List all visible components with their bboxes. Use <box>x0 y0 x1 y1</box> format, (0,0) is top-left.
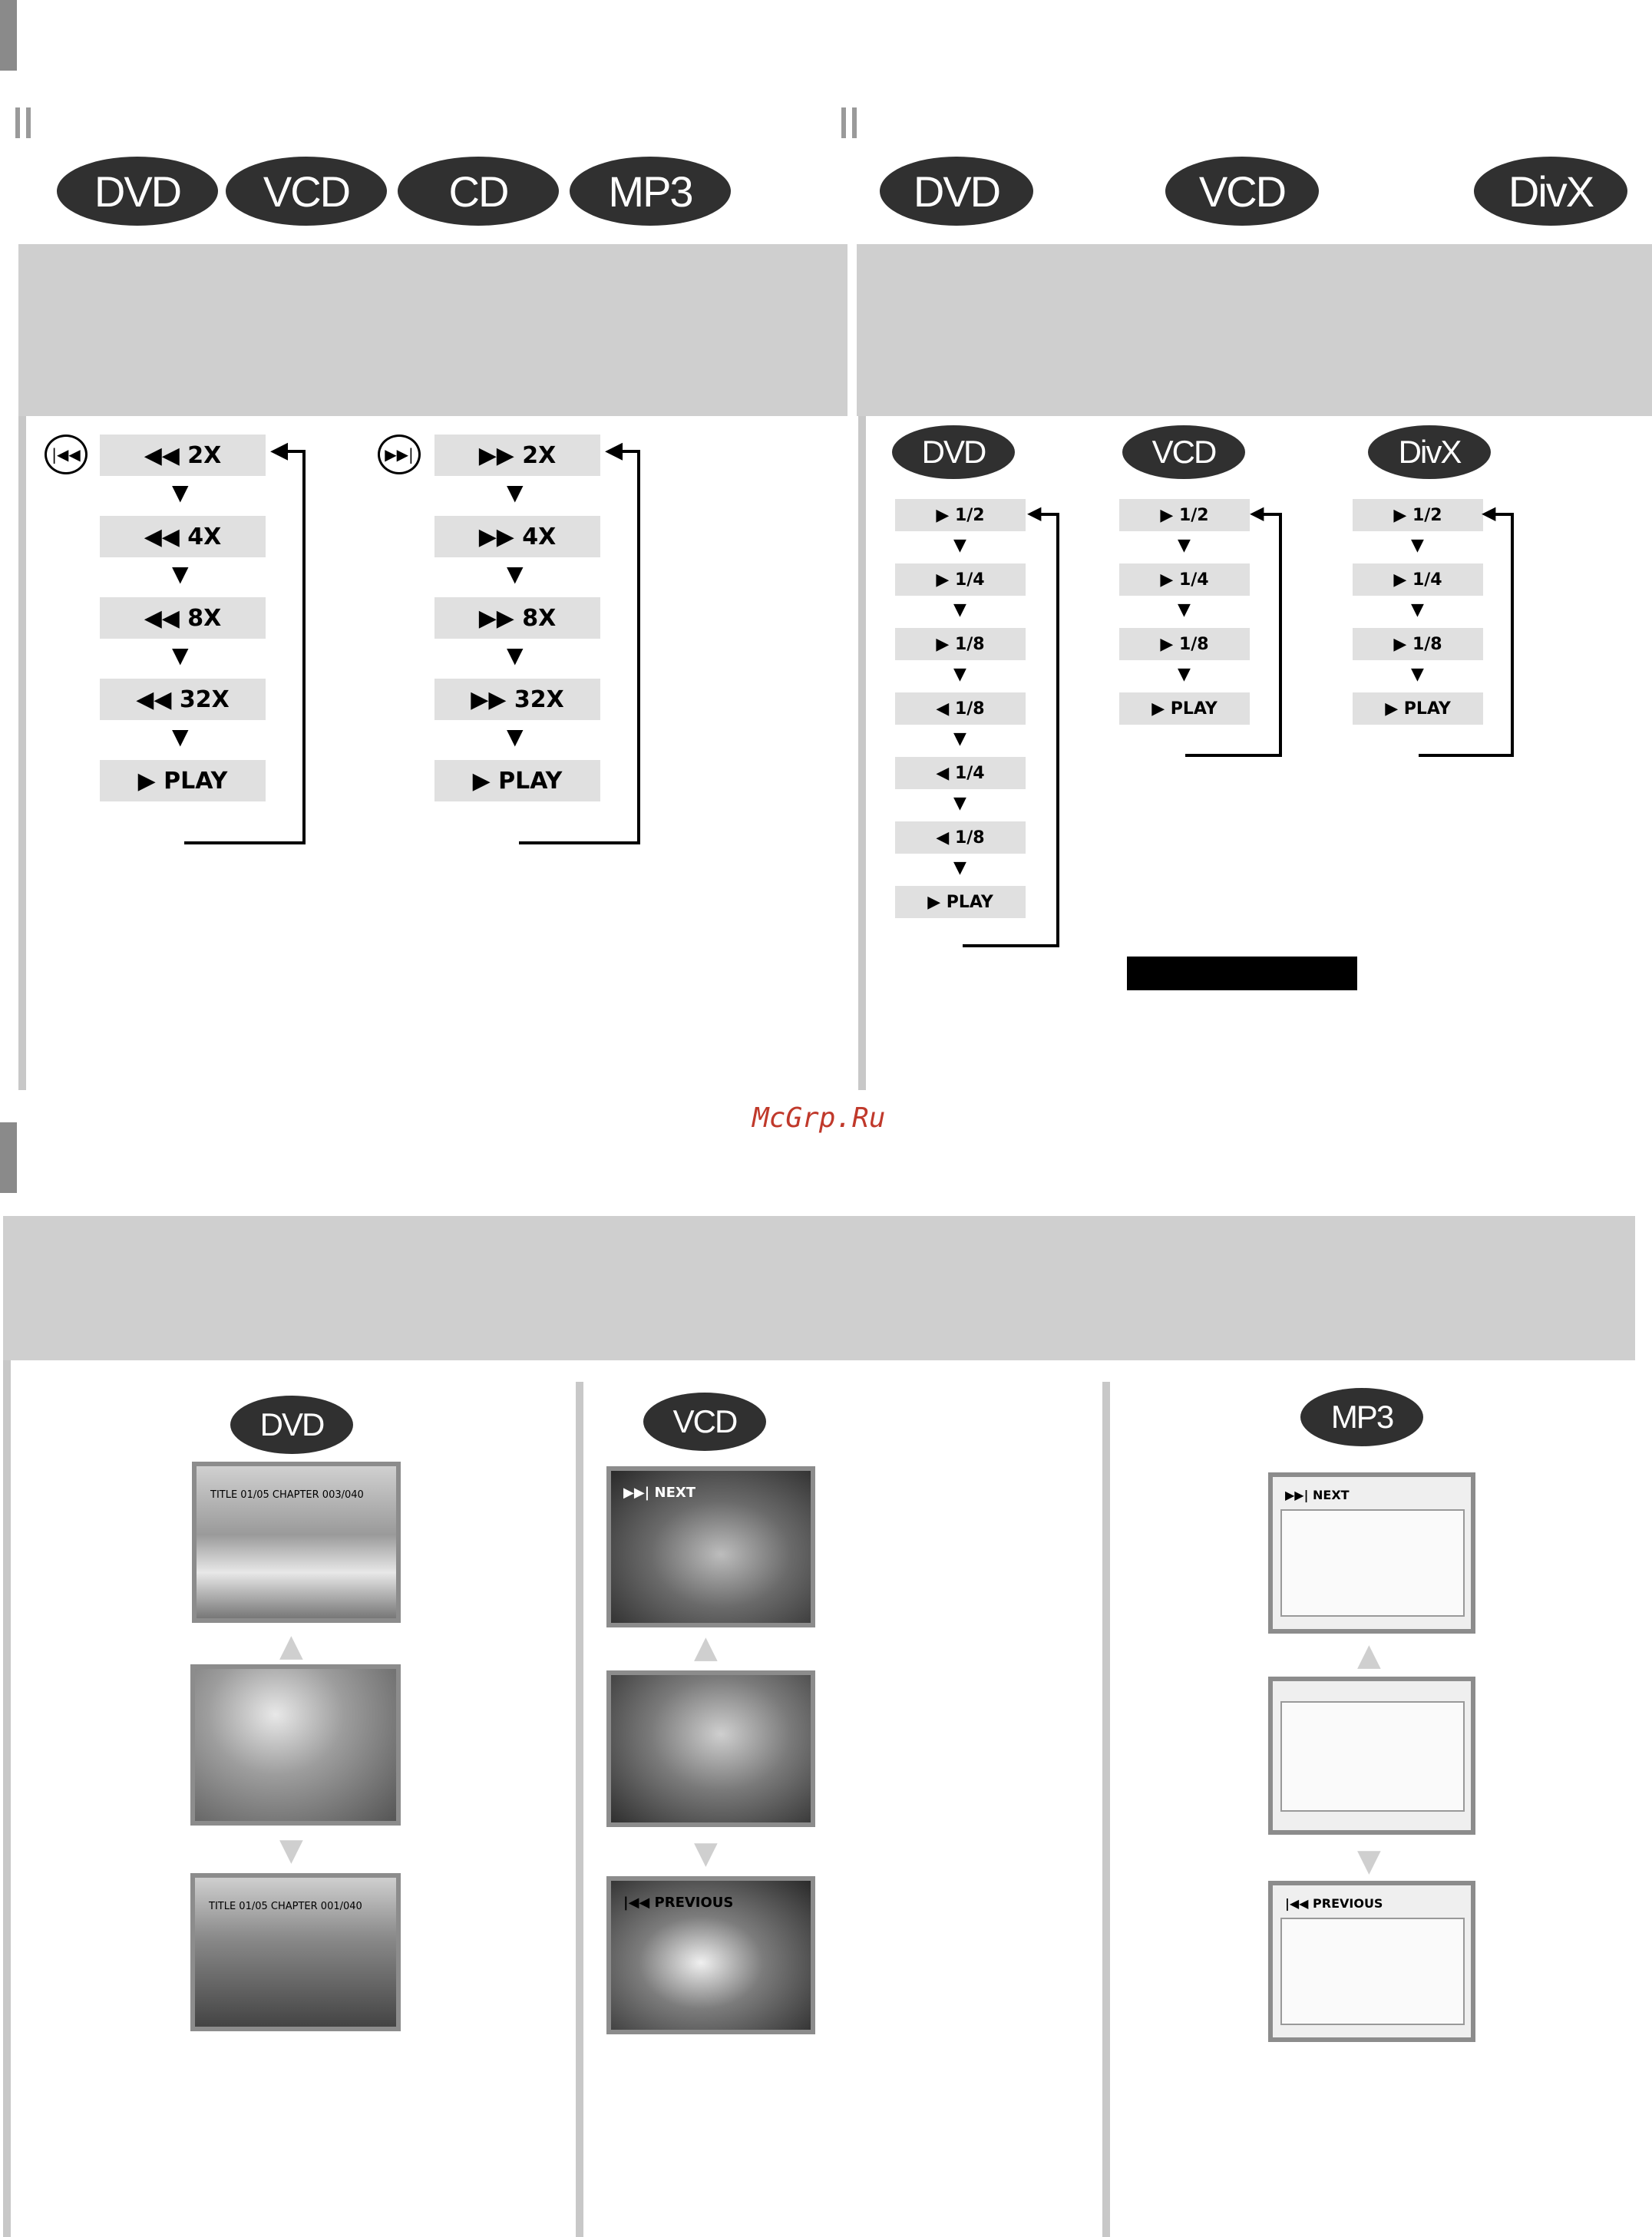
vcd-slow-step: ▶ 1/8 <box>1119 628 1250 660</box>
divx-slow-step-play: ▶ PLAY <box>1353 692 1483 725</box>
dvd-frame-middle <box>190 1664 401 1826</box>
dvd-slow-step: ▶ 1/2 <box>895 499 1026 531</box>
badge-vcd-slow: VCD <box>1122 425 1245 479</box>
mp3-next-label: ▶▶| NEXT <box>1285 1488 1350 1502</box>
dvd-slow-loop-top <box>1041 513 1058 516</box>
forward-step-32x: ▶▶ 32X <box>434 679 600 720</box>
forward-step-8x: ▶▶ 8X <box>434 597 600 639</box>
down-arrow-icon: ▼ <box>1178 665 1191 684</box>
badge-divx-slow: DivX <box>1368 425 1491 479</box>
skip-forward-icon: ▶▶| <box>378 435 421 474</box>
down-arrow-icon: ▼ <box>507 724 524 749</box>
vcd-slow-step-play: ▶ PLAY <box>1119 692 1250 725</box>
down-arrow-icon: ▼ <box>507 480 524 505</box>
down-arrow-icon: ▼ <box>172 561 189 587</box>
badge-vcd-bottom: VCD <box>643 1393 766 1451</box>
divx-slow-loop <box>1419 513 1514 757</box>
down-arrow-icon: ▼ <box>172 480 189 505</box>
mp3-track-list <box>1280 1918 1465 2025</box>
down-arrow-icon: ▼ <box>507 561 524 587</box>
forward-step-play: ▶ PLAY <box>434 760 600 801</box>
mp3-screen-next <box>1268 1472 1475 1634</box>
dvd-slow-step: ▶ 1/8 <box>895 628 1026 660</box>
dvd-slow-step: ◀ 1/8 <box>895 821 1026 854</box>
down-arrow-icon: ▼ <box>507 643 524 668</box>
badge-cd: CD <box>398 157 559 226</box>
down-arrow-icon: ▼ <box>1178 600 1191 620</box>
down-arrow-icon: ▼ <box>953 600 966 620</box>
down-arrow-icon: ▼ <box>1411 536 1424 555</box>
down-arrow-icon: ▼ <box>953 794 966 813</box>
down-arrow-icon: ▼ <box>172 724 189 749</box>
rewind-step-4x: ◀◀ 4X <box>100 516 266 557</box>
down-arrow-icon: ▼ <box>1178 536 1191 555</box>
subsection-marker-left-2 <box>26 107 31 138</box>
vcd-slow-step: ▶ 1/4 <box>1119 563 1250 596</box>
rewind-step-play: ▶ PLAY <box>100 760 266 801</box>
description-band-left <box>18 244 847 416</box>
down-arrow-icon: ▼ <box>953 858 966 877</box>
dvd-slow-step: ▶ 1/4 <box>895 563 1026 596</box>
up-arrow-icon: ▲ <box>694 1630 718 1665</box>
vcd-slow-loop <box>1185 513 1282 757</box>
vcd-frame-previous <box>606 1876 815 2034</box>
down-arrow-icon: ▼ <box>279 1832 303 1868</box>
mp3-track-list <box>1280 1509 1465 1617</box>
section-tab-bottom <box>0 1122 17 1193</box>
up-arrow-icon: ▲ <box>279 1628 303 1664</box>
forward-step-4x: ▶▶ 4X <box>434 516 600 557</box>
dvd-slow-loop <box>963 513 1059 947</box>
badge-divx-right: DivX <box>1474 157 1627 226</box>
badge-vcd-right: VCD <box>1165 157 1319 226</box>
dvd-slow-step: ◀ 1/4 <box>895 757 1026 789</box>
left-arrow-icon: ◀ <box>270 437 289 464</box>
column-rule-right <box>858 416 866 1090</box>
down-arrow-icon: ▼ <box>1357 1843 1381 1878</box>
mp3-previous-label: |◀◀ PREVIOUS <box>1285 1896 1383 1911</box>
subsection-marker-right-2 <box>852 107 857 138</box>
forward-step-2x: ▶▶ 2X <box>434 435 600 476</box>
dvd-slow-step: ◀ 1/8 <box>895 692 1026 725</box>
down-arrow-icon: ▼ <box>1411 600 1424 620</box>
column-rule-left <box>18 416 26 1090</box>
left-arrow-icon: ◀ <box>1027 502 1042 524</box>
vcd-frame-middle <box>606 1670 815 1827</box>
divx-slow-loop-top <box>1495 513 1512 516</box>
subsection-marker-right <box>841 107 846 138</box>
down-arrow-icon: ▼ <box>694 1836 718 1871</box>
left-arrow-icon: ◀ <box>605 437 623 464</box>
vcd-slow-loop-top <box>1264 513 1280 516</box>
description-band-bottom <box>3 1216 1635 1360</box>
divx-slow-step: ▶ 1/2 <box>1353 499 1483 531</box>
badge-mp3-bottom: MP3 <box>1300 1388 1423 1446</box>
badge-mp3: MP3 <box>570 157 731 226</box>
rewind-loop-top <box>286 450 306 453</box>
vcd-previous-label: |◀◀ PREVIOUS <box>623 1895 734 1911</box>
down-arrow-icon: ▼ <box>172 643 189 668</box>
dvd-frame-top <box>192 1462 401 1623</box>
rewind-loop-line <box>184 450 306 844</box>
vcd-frame-next <box>606 1466 815 1627</box>
watermark: McGrp.Ru <box>752 1102 886 1134</box>
forward-loop-top <box>620 450 640 453</box>
rewind-step-32x: ◀◀ 32X <box>100 679 266 720</box>
section-tab-top <box>0 0 17 71</box>
down-arrow-icon: ▼ <box>953 665 966 684</box>
dvd-osd-text: TITLE 01/05 CHAPTER 001/040 <box>209 1901 362 1912</box>
left-arrow-icon: ◀ <box>1482 502 1496 524</box>
skip-back-icon: |◀◀ <box>45 435 88 474</box>
subsection-marker-left <box>15 107 20 138</box>
dvd-frame-bottom <box>190 1873 401 2031</box>
dvd-osd-text: TITLE 01/05 CHAPTER 003/040 <box>210 1489 364 1501</box>
dvd-slow-step-play: ▶ PLAY <box>895 886 1026 918</box>
badge-dvd: DVD <box>57 157 218 226</box>
badge-dvd-slow: DVD <box>892 425 1015 479</box>
mp3-screen-middle <box>1268 1677 1475 1835</box>
badge-vcd: VCD <box>226 157 387 226</box>
rewind-step-2x: ◀◀ 2X <box>100 435 266 476</box>
left-arrow-icon: ◀ <box>1250 502 1264 524</box>
rewind-step-8x: ◀◀ 8X <box>100 597 266 639</box>
divx-slow-step: ▶ 1/4 <box>1353 563 1483 596</box>
badge-dvd-right: DVD <box>880 157 1033 226</box>
column-rule-bottom-3 <box>1102 1382 1110 2237</box>
down-arrow-icon: ▼ <box>1411 665 1424 684</box>
vcd-next-label: ▶▶| NEXT <box>623 1485 696 1501</box>
down-arrow-icon: ▼ <box>953 729 966 748</box>
divx-slow-step: ▶ 1/8 <box>1353 628 1483 660</box>
badge-dvd-bottom: DVD <box>230 1396 353 1454</box>
mp3-track-list <box>1280 1701 1465 1812</box>
down-arrow-icon: ▼ <box>953 536 966 555</box>
column-rule-bottom-1 <box>3 1360 11 2237</box>
black-label-bar <box>1127 957 1357 990</box>
up-arrow-icon: ▲ <box>1357 1637 1381 1673</box>
mp3-screen-previous <box>1268 1881 1475 2042</box>
forward-loop-line <box>519 450 640 844</box>
column-rule-bottom-2 <box>576 1382 583 2237</box>
vcd-slow-step: ▶ 1/2 <box>1119 499 1250 531</box>
description-band-right <box>857 244 1652 416</box>
